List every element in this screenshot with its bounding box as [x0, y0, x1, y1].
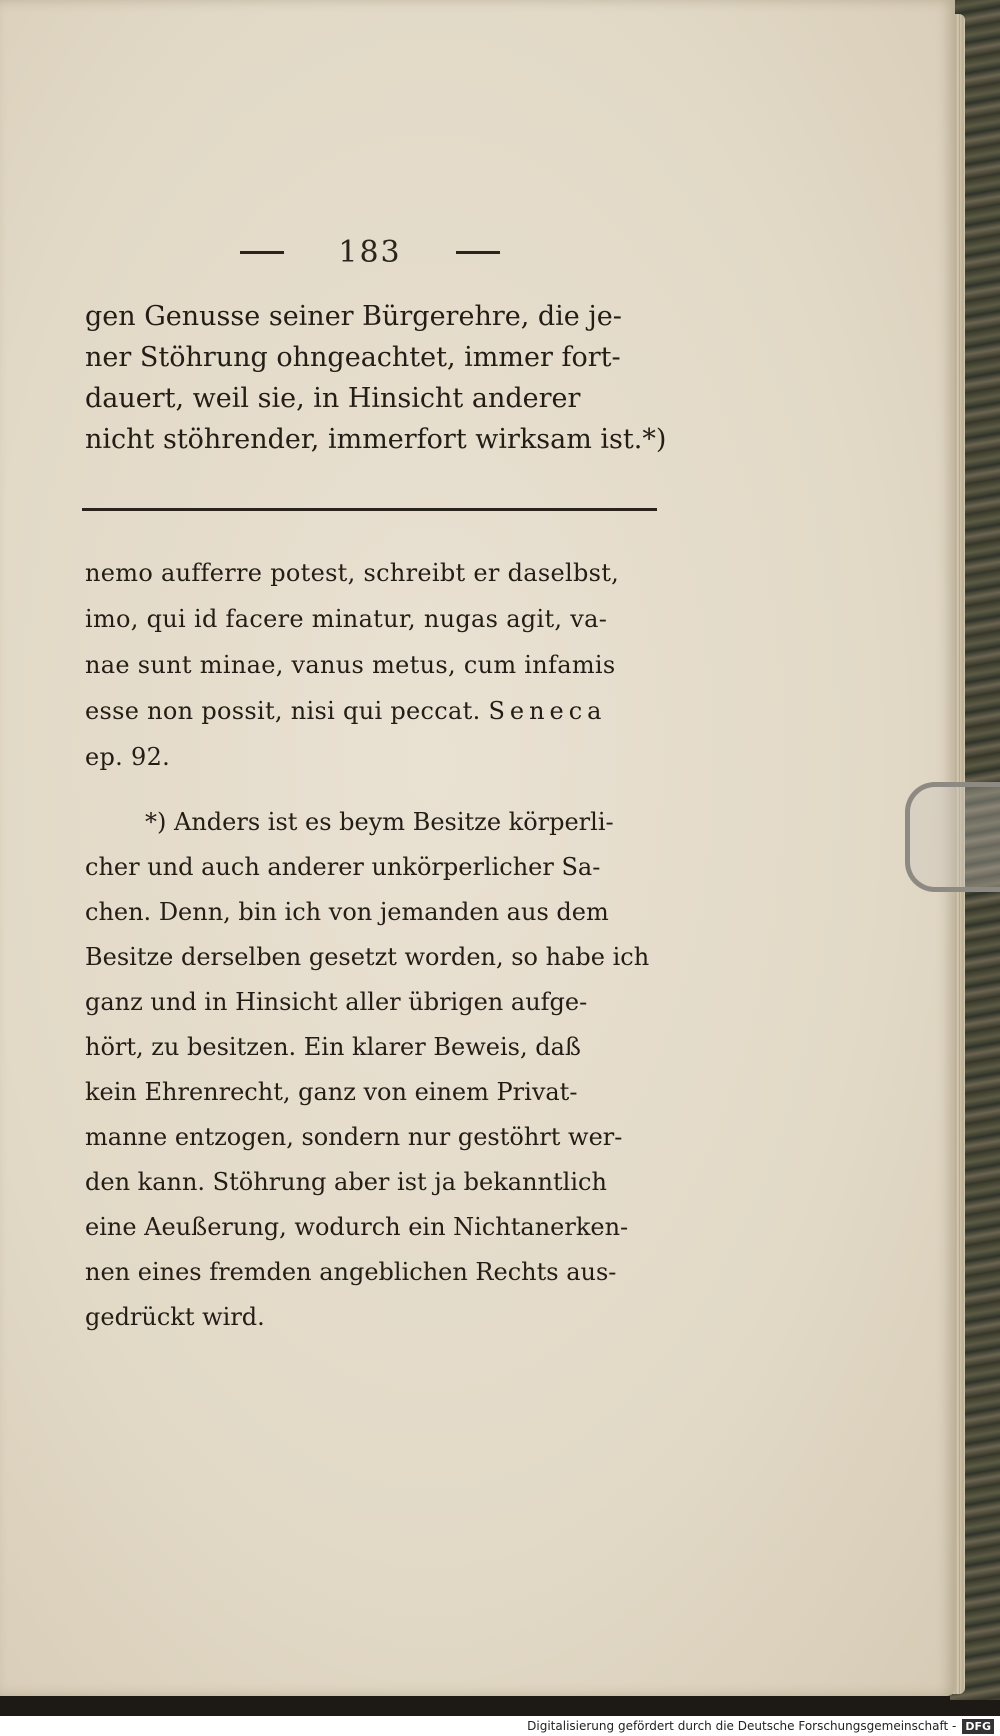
footer-credit: Digitalisierung gefördert durch die Deutsche Forschungsgemeinschaft -: [527, 1719, 957, 1733]
footnote-line: gedrückt wird.: [85, 1303, 265, 1331]
text-line: dauert, weil sie, in Hinsicht anderer: [85, 383, 581, 414]
footnote-line: hört, zu besitzen. Ein klarer Beweis, daß: [85, 1033, 581, 1061]
page-number: 183: [338, 234, 402, 270]
text-line: nicht stöhrender, immerfort wirksam ist.*): [85, 424, 667, 455]
main-text: [85, 296, 665, 460]
footnote-separator: [82, 508, 657, 511]
quote-line-text: esse non possit, nisi qui peccat.: [85, 697, 489, 725]
page-header: [240, 232, 500, 272]
header-dash-right: [456, 251, 500, 254]
quote-author: Seneca: [488, 697, 607, 725]
footnote-line: nen eines fremden angeblichen Rechts aus-: [85, 1258, 617, 1286]
quote-line: nae sunt minae, vanus metus, cum infamis: [85, 651, 616, 679]
dfg-logo: DFG: [962, 1719, 994, 1734]
footer-bar: [0, 1716, 1000, 1736]
footnote-line: chen. Denn, bin ich von jemanden aus dem: [85, 898, 609, 926]
header-dash-left: [240, 251, 284, 254]
footnote-line: den kann. Stöhrung aber ist ja bekanntlich: [85, 1168, 607, 1196]
quote-line: nemo aufferre potest, schreibt er daselbst,: [85, 559, 620, 587]
footnote-line: ganz und in Hinsicht aller übrigen aufge-: [85, 988, 588, 1016]
text-line: gen Genusse seiner Bürgerehre, die je-: [85, 301, 622, 332]
text-line: ner Stöhrung ohngeachtet, immer fort-: [85, 342, 621, 373]
footnote-line: *) Anders ist es beym Besitze körperli-: [145, 808, 614, 836]
footnote-line: eine Aeußerung, wodurch ein Nichtanerken-: [85, 1213, 629, 1241]
bookmark-clip: [905, 782, 1000, 892]
latin-quote: [85, 550, 665, 780]
footnote-line: manne entzogen, sondern nur gestöhrt wer-: [85, 1123, 623, 1151]
footnote-line: Besitze derselben gesetzt worden, so habe ich: [85, 943, 650, 971]
footnote-line: kein Ehrenrecht, ganz von einem Privat-: [85, 1078, 578, 1106]
footnote-line: cher und auch anderer unkörperlicher Sa-: [85, 853, 601, 881]
quote-line: [85, 688, 665, 734]
quote-line: imo, qui id facere minatur, nugas agit, va-: [85, 605, 608, 633]
footnote: [85, 800, 665, 1340]
quote-line: ep. 92.: [85, 743, 171, 771]
